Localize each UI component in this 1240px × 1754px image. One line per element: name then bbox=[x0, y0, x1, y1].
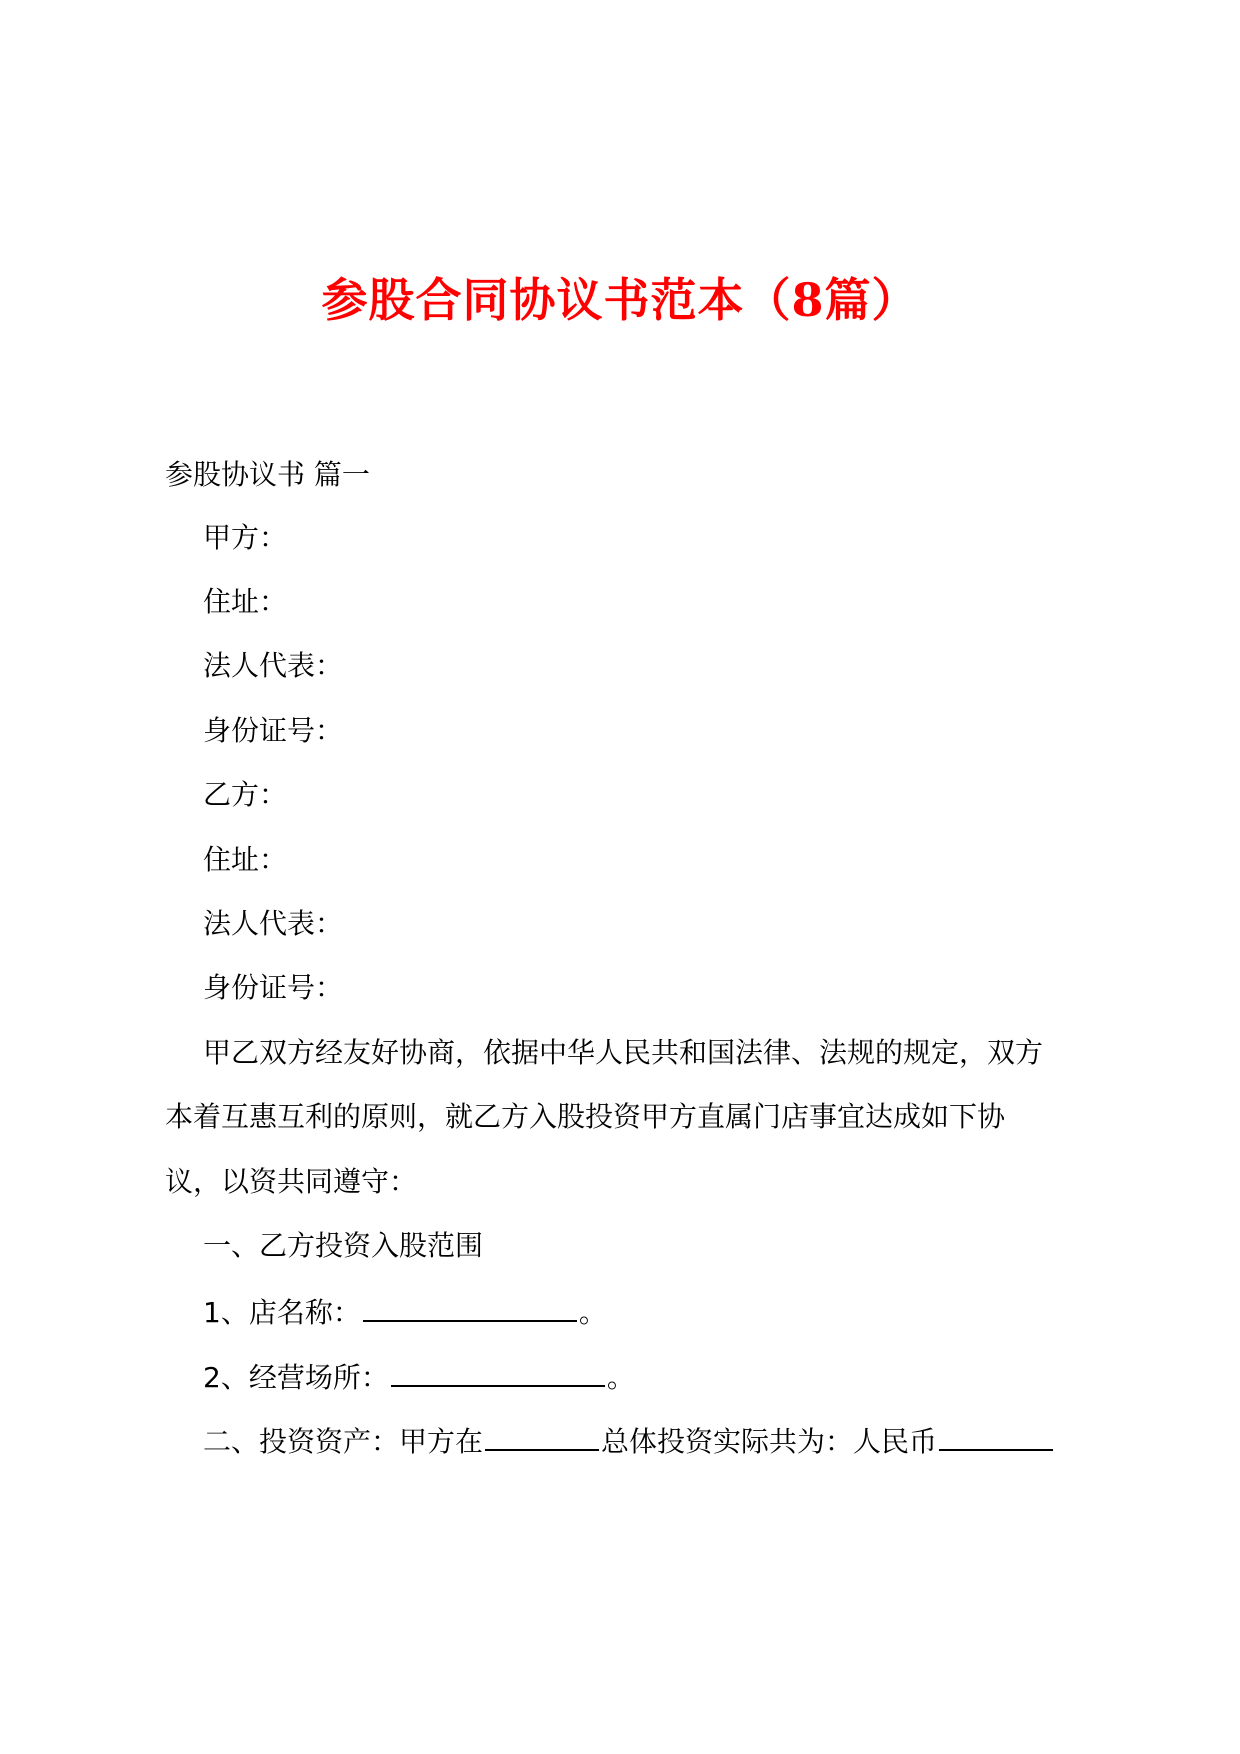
premises-period: 。 bbox=[606, 1361, 635, 1394]
investment-assets-label: 二、投资资产：甲方在 bbox=[203, 1425, 484, 1458]
preamble-line-3: 议，以资共同遵守： bbox=[165, 1165, 418, 1198]
party-a-legal-rep: 法人代表： bbox=[203, 649, 344, 682]
party-b-legal-rep: 法人代表： bbox=[203, 907, 344, 940]
location-blank bbox=[485, 1419, 599, 1451]
clause-1-item-1 bbox=[203, 1290, 607, 1333]
clause-2-line bbox=[203, 1419, 1055, 1462]
party-b-address: 住址： bbox=[203, 843, 288, 876]
clause-1-heading: 一、乙方投资入股范围 bbox=[203, 1229, 484, 1262]
amount-blank bbox=[939, 1419, 1053, 1451]
party-a-label: 甲方： bbox=[203, 521, 288, 554]
party-a-address: 住址： bbox=[203, 585, 288, 618]
clause-1-item-2 bbox=[203, 1355, 635, 1398]
premises-label: 2、经营场所： bbox=[203, 1361, 389, 1394]
section-heading: 参股协议书 篇一 bbox=[165, 458, 370, 491]
preamble-line-1: 甲乙双方经友好协商，依据中华人民共和国法律、法规的规定，双方 bbox=[203, 1036, 1044, 1069]
store-name-period: 。 bbox=[578, 1296, 607, 1329]
premises-blank bbox=[391, 1355, 605, 1387]
total-investment-label: 总体投资实际共为：人民币 bbox=[601, 1425, 938, 1458]
party-b-label: 乙方： bbox=[203, 778, 288, 811]
document-title: 参股合同协议书范本（8篇） bbox=[321, 273, 919, 327]
store-name-label: 1、店名称： bbox=[203, 1296, 361, 1329]
preamble-line-2: 本着互惠互利的原则，就乙方入股投资甲方直属门店事宜达成如下协 bbox=[165, 1100, 1006, 1133]
party-a-id-no: 身份证号： bbox=[203, 714, 344, 747]
party-b-id-no: 身份证号： bbox=[203, 971, 344, 1004]
store-name-blank bbox=[363, 1290, 577, 1322]
